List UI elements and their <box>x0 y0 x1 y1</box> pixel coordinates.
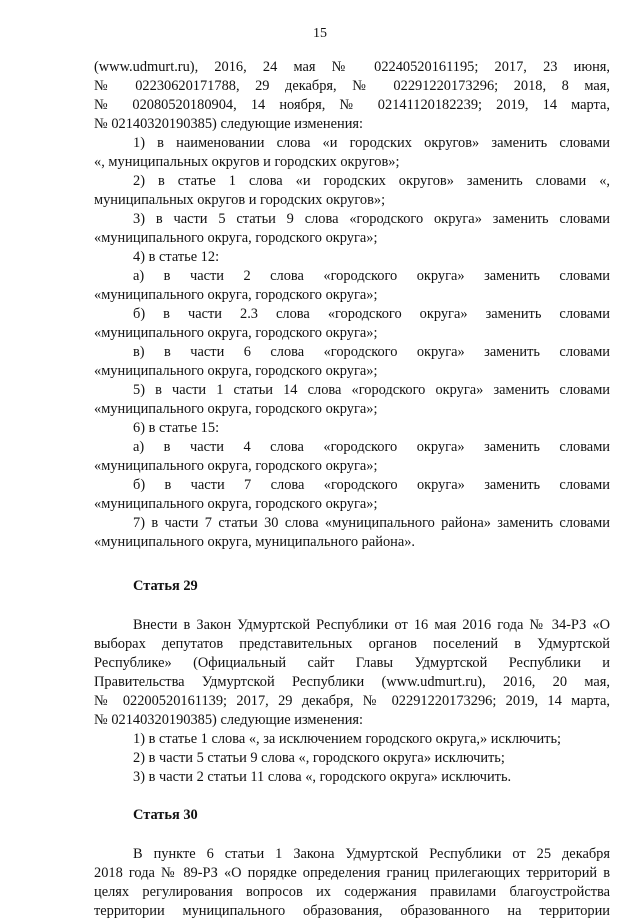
text-line: 2) в части 5 статьи 9 слова «, городского округа» исключить; <box>133 750 505 766</box>
text-line: «муниципального округа, городского округа»; <box>94 325 378 341</box>
text-line: Республике» (Официальный сайт Главы Удмуртской Республики и <box>94 655 610 671</box>
text-line: «муниципального округа, муниципального района». <box>94 534 416 550</box>
text-line: 3) в части 2 статьи 11 слова «, городского округа» исключить. <box>133 769 512 785</box>
text-line: «, муниципальных округов и городских округов»; <box>94 154 400 170</box>
text-line: 6) в статье 15: <box>133 420 220 436</box>
text-line: 2) в статье 1 слова «и городских округов» заменить словами «, <box>133 173 610 189</box>
text-line: 5) в части 1 статьи 14 слова «городского округа» заменить словами <box>133 382 610 398</box>
text-line: № 02230620171788, 29 декабря, № 02291220173296; 2018, 8 мая, <box>94 78 610 94</box>
text-line: № 02140320190385) следующие изменения: <box>94 116 364 132</box>
text-line: целях регулирования вопросов их содержания правилами благоустройства <box>94 884 610 900</box>
text-line: б) в части 2.3 слова «городского округа» заменить словами <box>133 306 610 322</box>
text-line: выборах депутатов представительных органов поселений в Удмуртской <box>94 636 610 652</box>
text-line: № 02080520180904, 14 ноября, № 02141120182239; 2019, 14 марта, <box>94 97 610 113</box>
text-line: «муниципального округа, городского округа»; <box>94 287 378 303</box>
text-line: «муниципального округа, городского округа»; <box>94 458 378 474</box>
text-line: муниципальных округов и городских округов»; <box>94 192 386 208</box>
text-line: «муниципального округа, городского округа»; <box>94 496 378 512</box>
text-line: № 02200520161139; 2017, 29 декабря, № 02291220173296; 2019, 14 марта, <box>94 693 610 709</box>
text-line: «муниципального округа, городского округа»; <box>94 230 378 246</box>
text-line: В пункте 6 статьи 1 Закона Удмуртской Республики от 25 декабря <box>133 846 610 862</box>
text-line: 2018 года № 89-РЗ «О порядке определения границ прилегающих территорий в <box>94 865 610 881</box>
text-line: в) в части 6 слова «городского округа» заменить словами <box>133 344 610 360</box>
text-line: 1) в статье 1 слова «, за исключением городского округа,» исключить; <box>133 731 562 747</box>
text-line: 1) в наименовании слова «и городских округов» заменить словами <box>133 135 610 151</box>
text-line: территории муниципального образования, образованного на территории <box>94 903 610 919</box>
text-line: б) в части 7 слова «городского округа» заменить словами <box>133 477 610 493</box>
page-number: 15 <box>313 26 327 41</box>
text-line: 4) в статье 12: <box>133 249 220 265</box>
article-29-heading: Статья 29 <box>133 578 198 594</box>
text-line: (www.udmurt.ru), 2016, 24 мая № 02240520161195; 2017, 23 июня, <box>94 59 610 75</box>
text-line: 3) в части 5 статьи 9 слова «городского округа» заменить словами <box>133 211 610 227</box>
text-line: Правительства Удмуртской Республики (www.udmurt.ru), 2016, 20 мая, <box>94 674 610 690</box>
text-line: «муниципального округа, городского округа»; <box>94 363 378 379</box>
text-line: «муниципального округа, городского округа»; <box>94 401 378 417</box>
text-line: а) в части 2 слова «городского округа» заменить словами <box>133 268 610 284</box>
text-line: Внести в Закон Удмуртской Республики от 16 мая 2016 года № 34-РЗ «О <box>133 617 610 633</box>
text-line: 7) в части 7 статьи 30 слова «муниципального района» заменить словами <box>133 515 610 531</box>
article-30-heading: Статья 30 <box>133 807 198 823</box>
text-line: № 02140320190385) следующие изменения: <box>94 712 364 728</box>
text-line: а) в части 4 слова «городского округа» заменить словами <box>133 439 610 455</box>
